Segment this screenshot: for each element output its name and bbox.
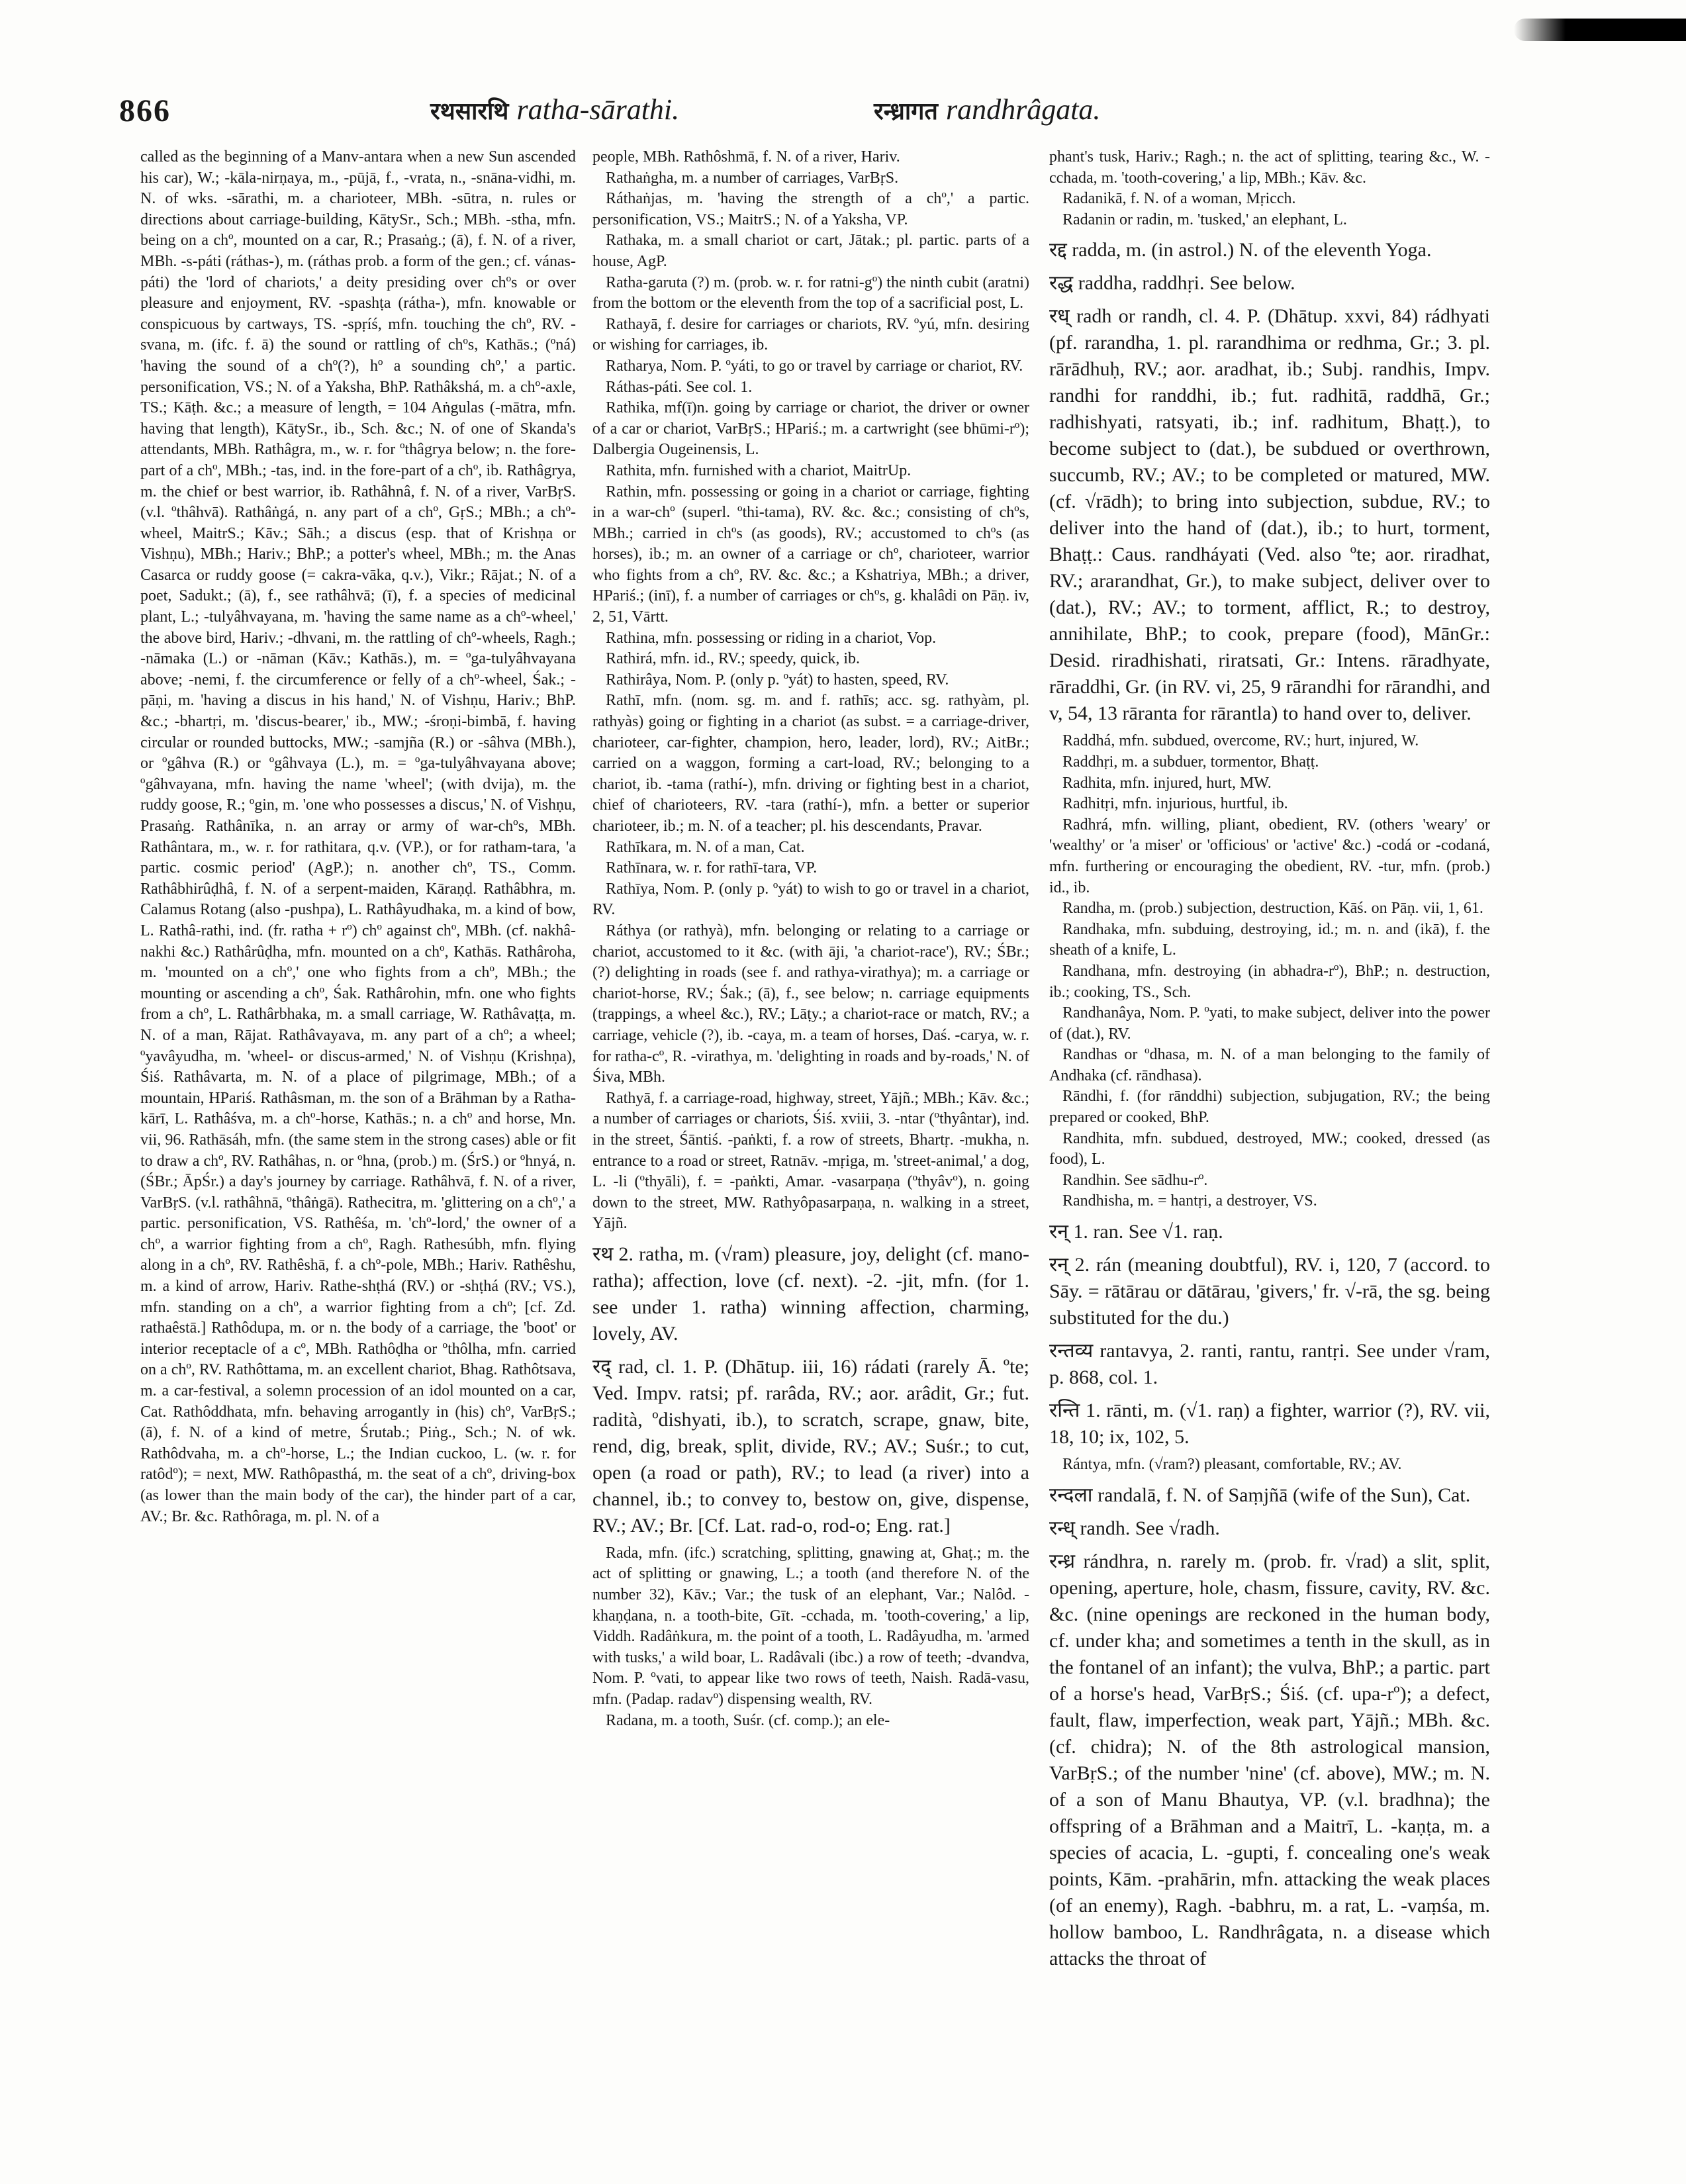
entry-line: Rada, mfn. (ifc.) scratching, splitting, gnawing at, Ghaṭ.; m. the act of splitting or gnawing, L.; a tooth (and therefore N. of the number 32), Kāv.; Var.; the tusk of an elephant, Var.; Nalôd. -khaṇḍana, n. a tooth-bite, Gīt. -cchada, m. 'tooth-covering,' a lip, Viddh. Radâṅkura, m. the point of a tooth, L. Radâyudha, m. 'armed with tusks,' a wild boar, L. Radâvali (ibc.) a row of teeth; -dvandva, Nom. P. ºvati, to appear like two rows of teeth, Naish. Radā-vasu, mfn. (Padap. radavº) dispensing wealth, RV. [592, 1544, 1029, 1709]
entry-line: Rathyā, f. a carriage-road, highway, street, Yājñ.; MBh.; Kāv. &c.; a number of carriages or chariots, Śiś. xviii, 3. -ntar (ºthyântar), ind. in the street, Śāntiś. -paṅkti, f. a row of streets, Bhartṛ. -mukha, n. entrance to a road or street, Ratnāv. -mṛiga, m. 'street-animal,' a dog, L. -li (ºthyāli), f. = -paṅkti, Amar. -vasarpaṇa (ºthyâvº), n. going down to the street, MW. Rathyôpasarpaṇa, n. walking in a street, Yājñ. [592, 1089, 1029, 1233]
entry-line: Raddhṛi, m. a subduer, tormentor, Bhaṭṭ. [1062, 753, 1319, 771]
entry-line: Rathika, mf(ī)n. going by carriage or chariot, the driver or owner of a car or chariot, VarBṛS.; HPariś.; m. a cartwright (see bhūmi-rº); Dalbergia Ougeinensis, L. [592, 399, 1029, 459]
column-1 [140, 147, 576, 2166]
entry-line: Raddhá, mfn. subdued, overcome, RV.; hurt, injured, W. [1062, 732, 1419, 750]
entry-line: Rathina, mfn. possessing or riding in a chariot, Vop. [606, 629, 937, 647]
entry-line: Radhita, mfn. injured, hurt, MW. [1062, 774, 1272, 792]
headword-entry: रध् radh or randh, cl. 4. P. (Dhātup. xxvi, 84) rádhyati (pf. rarandha, 1. pl. rarandhima or redhma, Gr.; 3. pl. rārādhuḥ, RV.; aor. aradhat, ib.; Subj. randhis, Impv. randhi for randdhi, ib.; fut. radhitā, raddhā, Gr.; radhishyati, ratsyati, ib.; inf. radhitum, Bhaṭṭ.), to become subject to (dat.), be subdued or overthrown, succumb, RV.; AV.; to be completed or matured, MW. (cf. √rādh); to bring into subjection, subdue, RV.; to deliver into the hand of (dat.), ib.; to hurt, torment, Bhaṭṭ.: Caus. randháyati (Ved. also ºte; aor. riradhat, RV.; ararandhat, Gr.), to make subject, deliver over to (dat.), RV.; AV.; to torment, afflict, R.; to destroy, annihilate, BhP.; to cook, prepare (food), MānGr.: Desid. riradhishati, riratsati, Gr.: Intens. rāradhyate, rāraddhi, Gr. (in RV. vi, 25, 9 rārandhi for rārandhi, and v, 54, 13 rāranta for rārantla) to hand over to, deliver. [1049, 305, 1490, 725]
entry-line: Radanikā, f. N. of a woman, Mṛicch. [1062, 190, 1296, 208]
entry-line: Rathirâya, Nom. P. (only p. ºyát) to hasten, speed, RV. [606, 671, 949, 688]
entry-line: Rathīya, Nom. P. (only p. ºyát) to wish to go or travel in a chariot, RV. [592, 880, 1029, 919]
entry-line: Randhisha, m. = hantṛi, a destroyer, VS. [1062, 1192, 1317, 1210]
entry-line: Radhitṛi, mfn. injurious, hurtful, ib. [1062, 795, 1288, 813]
entry-line: Rathī, mfn. (nom. sg. m. and f. rathīs; acc. sg. rathyàm, pl. rathyàs) going or fighting in a chariot (as subst. = a carriage-driver, charioteer, car-fighter, champion, hero, leader, lord), RV.; AitBr.; carried on a waggon, forming a cart-load, RV.; belonging to a chariot, ib. -tama (rathí-), mfn. driving or fighting best in a chariot, chief of charioteers, RV. -tara (rathí-), mfn. a better or superior charioteer, ib.; m. N. of a teacher; pl. his descendants, Pravar. [592, 692, 1029, 835]
headword-entry: रथ 2. ratha, m. (√ram) pleasure, joy, delight (cf. mano-ratha); affection, love (cf. next). -2. -jit, mfn. (for 1. see under 1. ratha) winning affection, charming, lovely, AV. [592, 1243, 1029, 1345]
headword-entry: रद् rad, cl. 1. P. (Dhātup. iii, 16) rádati (rarely Ā. ºte; Ved. Impv. ratsi; pf. rarâda, RV.; aor. arâdit, Gr.; fut. radità, ºdishyati, ib.), to scratch, scrape, gnaw, bite, rend, dig, break, split, divide, RV.; AV.; Suśr.; to cut, open (a road or path), RV.; to lead (a river) into a channel, ib.; to convey to, bestow on, give, dispense, RV.; AV.; Br. [Cf. Lat. rad-o, rod-o; Eng. rat.] [592, 1355, 1029, 1537]
entry-line: Rathīnara, w. r. for rathī-tara, VP. [606, 859, 818, 877]
entry-line: Rathirá, mfn. id., RV.; speedy, quick, ib. [606, 650, 861, 668]
entry-line: Randhin. See sādhu-rº. [1062, 1171, 1208, 1189]
entry-line: Ráthya (or rathyà), mfn. belonging or relating to a carriage or chariot, accustomed to it &c. (with āji, 'a chariot-race'), RV.; ŚBr.; (?) delighting in roads (see f. and rathya-virathya); m. a carriage or chariot-horse, RV.; Śak.; (ā), f., see below; n. carriage equipments (trappings, a wheel &c.), RV.; Lāṭy.; a chariot-race or match, RV.; a carriage, vehicle (?), ib. -caya, m. a team of horses, Daś. -carya, w. r. for ratha-cº, R. -virathya, m. 'delighting in roads and by-roads,' N. of Śiva, MBh. [592, 922, 1029, 1086]
headword-entry: रन्ध् randh. See √radh. [1049, 1517, 1220, 1539]
headword-entry: रन् 1. ran. See √1. raṇ. [1049, 1221, 1223, 1243]
column-2 [592, 147, 1029, 2166]
entry-line: Rathaka, m. a small chariot or cart, Jātak.; pl. partic. parts of a house, AgP. [592, 232, 1029, 270]
entry-line: Rathin, mfn. possessing or going in a chariot or carriage, fighting in a war-chº (superl. ºthi-tama), RV. &c. &c.; consisting of chºs, MBh.; carried in chºs (as goods), RV.; accustomed to chºs (as horses), ib.; m. an owner of a carriage or chº, charioteer, warrior who fights from a chº, RV. &c. &c.; a Kshatriya, MBh.; a driver, HPariś.; (inī), f. a number of carriages or chºs, g. khalâdi on Pāṇ. iv, 2, 51, Vārtt. [592, 483, 1029, 626]
page-number: 866 [119, 93, 171, 128]
entry-line: Radhrá, mfn. willing, pliant, obedient, RV. (others 'weary' or 'wealthy' or 'a miser' or 'officious' or 'active' &c.) -codá or -codaná, mfn. furthering or encouraging the obedient, RV. -tur, mfn. (prob.) id., ib. [1049, 816, 1490, 896]
headword-entry: रन्तव्य rantavya, 2. ranti, rantu, rantṛi. See under √ram, p. 868, col. 1. [1049, 1340, 1490, 1389]
entry-line: Ratha-garuta (?) m. (prob. w. r. for ratni-gº) the ninth cubit (aratni) from the bottom or the eleventh from the top of a sacrificial post, L. [592, 273, 1029, 312]
entry-line: Rathīkara, m. N. of a man, Cat. [606, 838, 805, 856]
entry-line: people, MBh. Rathôshmā, f. N. of a river, Hariv. [592, 148, 900, 166]
entry-line: Randhita, mfn. subdued, destroyed, MW.; cooked, dressed (as food), L. [1049, 1129, 1490, 1168]
entry-line: Ráthaṅjas, m. 'having the strength of a chº,' a partic. personification, VS.; MaitrS.; N. of a Yaksha, VP. [592, 190, 1029, 228]
entry-line: Radana, m. a tooth, Suśr. (cf. comp.); an ele- [606, 1711, 890, 1729]
entry-line: Randha, m. (prob.) subjection, destruction, Kāś. on Pāṇ. vii, 1, 61. [1062, 900, 1483, 918]
entry-line: Ratharya, Nom. P. ºyáti, to go or travel by carriage or chariot, RV. [606, 357, 1023, 375]
headword-entry: रन् 2. rán (meaning doubtful), RV. i, 120, 7 (accord. to Sāy. = rātārau or dātārau, 'givers,' fr. √-rā, the sg. being substituted for the du.) [1049, 1254, 1490, 1329]
entry-line: Rathita, mfn. furnished with a chariot, MaitrUp. [606, 461, 912, 479]
headword-entry: रन्दला randalā, f. N. of Saṃjñā (wife of the Sun), Cat. [1049, 1484, 1471, 1506]
scan-edge-mark [1514, 19, 1686, 41]
entry-line: Ráthas-páti. See col. 1. [606, 378, 753, 396]
entry-line: Rathaṅgha, m. a number of carriages, VarBṛS. [606, 169, 899, 187]
entry-line: Rāndhi, f. (for rānddhi) subjection, subjugation, RV.; the being prepared or cooked, BhP. [1049, 1088, 1490, 1127]
entry-line: Radanin or radin, m. 'tusked,' an elephant, L. [1062, 211, 1347, 228]
entry-line: Rathayā, f. desire for carriages or chariots, RV. ºyú, mfn. desiring or wishing for carriages, ib. [592, 315, 1029, 354]
right-running-head: रन्ध्रागत randhrâgata. [874, 93, 1101, 126]
column-3 [1049, 147, 1490, 2166]
headword-entry: रद्द radda, m. (in astrol.) N. of the eleventh Yoga. [1049, 239, 1432, 261]
entry-line: Randhanâya, Nom. P. ºyati, to make subject, deliver into the power of (dat.), RV. [1049, 1004, 1490, 1043]
entry-line: Randhas or ºdhasa, m. N. of a man belonging to the family of Andhaka (cf. rāndhasa). [1049, 1046, 1490, 1084]
headword-entry: रन्ध्र rándhra, n. rarely m. (prob. fr. √rad) a slit, split, opening, aperture, hole, chasm, fissure, cavity, RV. &c. &c. (nine openings are reckoned in the human body, cf. under kha; and sometimes a tenth in the skull, as in the fontanel of an infant); the vulva, BhP.; a partic. part of a horse's head, VarBṛS.; Śiś. (cf. upa-rº); a defect, fault, flaw, imperfection, weak part, Yājñ.; MBh. &c. (cf. chidra); N. of the 8th astrological mansion, VarBṛS.; of the number 'nine' (cf. above), MW.; m. N. of a son of Manu Bhautya, VP. (v.l. bradhna); the offspring of a Brāhman and a Maitrī, L. -kaṇṭa, m. a species of acacia, L. -gupti, f. concealing one's weak points, Kām. -prahārin, mfn. attacking the weak places (of an enemy), Ragh. -babhru, m. a rat, L. -vaṃśa, m. hollow bamboo, L. Randhrâgata, n. a disease which attacks the throat of [1049, 1550, 1490, 1970]
headword-entry: रन्ति 1. rānti, m. (√1. raṇ) a fighter, warrior (?), RV. vii, 18, 10; ix, 102, 5. [1049, 1400, 1490, 1448]
entry-line: Randhaka, mfn. subduing, destroying, id.; m. n. and (ikā), f. the sheath of a knife, L. [1049, 920, 1490, 959]
entry-line: Rántya, mfn. (√ram?) pleasant, comfortable, RV.; AV. [1062, 1456, 1402, 1474]
page-header [119, 93, 1487, 139]
entry-line: phant's tusk, Hariv.; Ragh.; n. the act of splitting, tearing &c., W. -cchada, m. 'tooth-covering,' a lip, MBh.; Kāv. &c. [1049, 148, 1490, 187]
headword-entry: रद्ध raddha, raddhṛi. See below. [1049, 272, 1295, 295]
entry-line: Randhana, mfn. destroying (in abhadra-rº), BhP.; n. destruction, ib.; cooking, TS., Sch. [1049, 962, 1490, 1001]
left-running-head: रथसारथि ratha-sārathi. [430, 93, 680, 126]
column-text: called as the beginning of a Manv-antara when a new Sun ascended his car), W.; -kāla-nirṇaya, m., -pūjā, f., -vrata, n., -snāna-vidhi, m. N. of wks. -sārathi, m. a charioteer, MBh. -sūtra, n. rules or directions about carriage-building, KātySr., Sch.; MBh. -stha, mfn. being on a chº, mounted on a car, R.; Prasaṅg.; (ā), f. N. of a river, MBh. -s-páti (ráthas-), m. (ráthas prob. a form of the gen.; cf. vánas-páti) the 'lord of chariots,' a deity presiding over chºs or over pleasure and enjoyment, RV. -spashṭa (rátha-), mfn. knowable or conspicuous by cartways, TS. -spṛíś, mfn. touching the chº, RV. -svana, m. (ifc. f. ā) the sound or rattling of chºs, Kathās.; (ºná) 'having the sound of a chº(?), hº a sounding chº,' a partic. personification, VS.; N. of a Yaksha, BhP. Rathâkshá, m. a chº-axle, TS.; Kāṭh. &c.; a measure of length, = 104 Aṅgulas (-mātra, mfn. having that length), KātySr., ib., Sch. &c.; N. of one of Skanda's attendants, MBh. Rathâgra, m., w. r. for ºthâgrya below; n. the fore-part of a chº, MBh.; -tas, ind. in the fore-part of a chº, ib. Rathâgrya, m. the chief or best warrior, ib. Rathâhnâ, f. N. of a river, VarBṛS. (v.l. ºthâhvā). Rathâṅgá, n. any part of a chº, GṛS.; MBh.; a chº-wheel, MaitrS.; Kāv.; Sāh.; a discus (esp. that of Krishṇa or Vishṇu), MBh.; Hariv.; BhP.; a potter's wheel, MBh.; m. the Anas Casarca or ruddy goose (= cakra-vāka, q.v.), Vikr.; Rājat.; N. of a poet, Sadukt.; (ā), f., see rathâhvā; (ī), f. a species of medicinal plant, L.; -tulyâhvayana, m. 'having the same name as a chº-wheel,' the above bird, Hariv.; -dhvani, m. the rattling of chº-wheels, Ragh.; -nāmaka (L.) or -nāman (Kāv.; Kathās.), m. = ºga-tulyâhvayana above; -nemi, f. the circumference or felly of a chº-wheel, Śak.; -pāṇi, m. 'having a discus in his hand,' N. of Vishṇu, Hariv.; BhP. &c.; -bhartṛi, m. 'discus-bearer,' ib., MW.; -śroṇi-bimbā, f. having circular or rounded buttocks, MW.; -samjña (R.) or -sâhva (MBh.), or ºgâhva (R.) or ºgâhvaya (L.), m. = ºga-tulyâhvayana above; ºgâhvayana, mfn. having the name 'wheel'; (with dvija), m. the ruddy goose, R.; ºgin, m. 'one who possesses a discus,' N. of Vishṇu, Prasaṅg. Rathânīka, n. an array or army of war-chºs, MBh. Rathântara, m., w. r. for rathitara, q.v. (VP.), or for ratham-tara, 'a partic. cosmic period' (AgP.); n. another chº, TS., Comm. Rathâbhirûḍhâ, f. N. of a serpent-maiden, Kāraṇḍ. Rathâbhra, m. Calamus Rotang (also -pushpa), L. Rathâyudhaka, m. a kind of bow, L. Rathâ-rathi, ind. (fr. ratha + rº) chº against chº, MBh. (cf. nakhâ-nakhi &c.) Rathârûḍha, mfn. mounted on a chº, Kathās. Rathâroha, m. 'mounted on a chº,' one who fights from a chº, MBh.; the mounting or ascending a chº, Śak. Rathârohin, mfn. one who fights from a chº, L. Rathârbhaka, m. a small carriage, W. Rathâvaṭṭa, m. N. of a man, Rājat. Rathâvayava, m. any part of a chº; a wheel; ºyavâyudha, m. 'wheel- or discus-armed,' N. of Vishṇu (Krishṇa), Śiś. Rathâvarta, m. N. of a place of pilgrimage, MBh.; of a mountain, HPariś. Rathâsman, m. the son of a Brāhman by a Ratha-kārī, L. Rathâśva, m. a chº-horse, Kathās.; n. a chº and horse, Mn. vii, 96. Rathāsáh, mfn. (the same stem in the strong cases) able or fit to draw a chº, RV. Rathâhas, n. or ºhna, (prob.) m. (ŚrS.) or ºhnyá, n. (ŚBr.; ĀpŚr.) a day's journey by carriage. Rathâhvā, f. N. of a river, VarBṛS. (v.l. rathâhnā, ºthâṅgā). Rathecitra, m. 'glittering on a chº,' a partic. personification, VS. Rathêśa, m. 'chº-lord,' the owner of a chº, a warrior fighting from a chº, Ragh. Rathesúbh, mfn. flying along in a chº, RV. Rathêshā, f. a chº-pole, MBh.; Hariv. Rathêshu, m. a kind of arrow, Hariv. Rathe-shṭhá (RV.) or -shṭhá (RV.; VS.), mfn. standing on a chº, a warrior fighting from a chº; [cf. Zd. rathaêstā.] Rathôdupa, m. or n. the body of a carriage, the 'boot' or interior receptacle of a cº, MBh. Rathôḍha or ºthôlha, mfn. carried on a chº, RV. Rathôttama, m. an excellent chariot, Bhag. Rathôtsava, m. a car-festival, a solemn procession of an idol mounted on a car, Cat. Rathôddhata, mfn. behaving arrogantly in (his) chº, VarBṛS.; (ā), f. N. of a kind of metre, Śrutab.; Piṅg., Sch.; N. of wk. Rathôdvaha, m. a chº-horse, L.; the Indian cuckoo, L. (w. r. for ratôdº); = next, MW. Rathôpasthá, m. the seat of a chº, driving-box (as lower than the main body of the car), the hinder part of a car, AV.; Br. &c. Rathôraga, m. pl. N. of a [140, 148, 576, 1525]
